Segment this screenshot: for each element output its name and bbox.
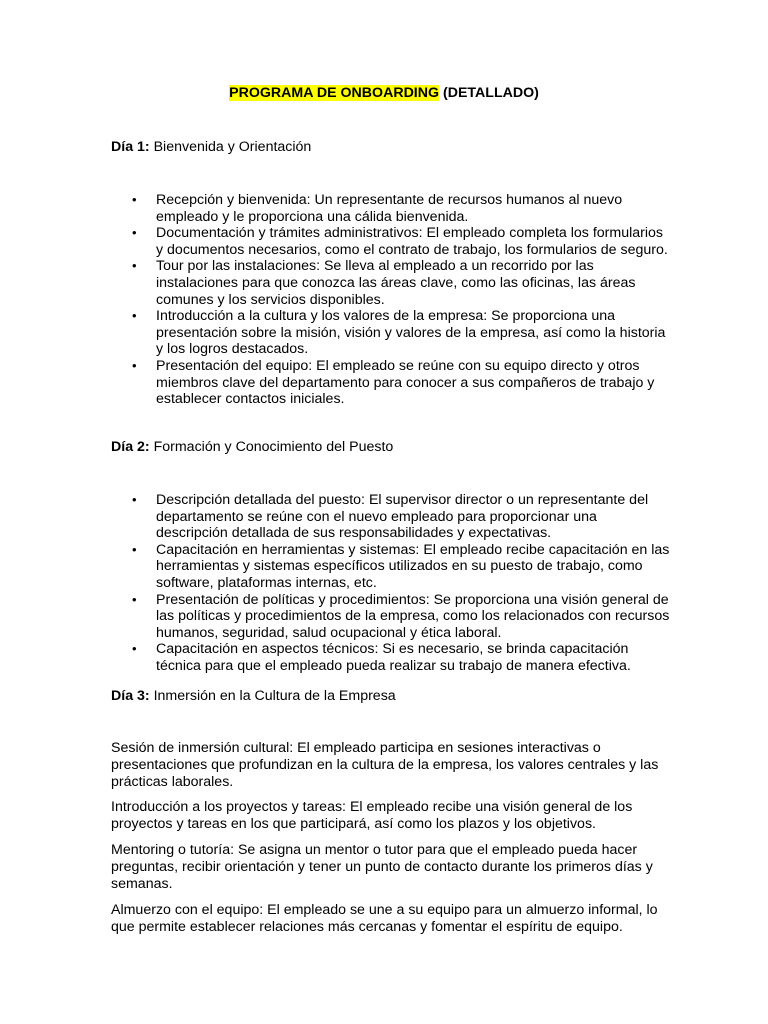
bullet-icon: •	[132, 258, 137, 274]
list-item	[111, 308, 671, 358]
bullet-icon: •	[132, 225, 137, 241]
day1-heading	[111, 139, 311, 156]
list-item-text: Capacitación en herramientas y sistemas: El empleado recibe capacitación en las herramientas y sistemas específicos utilizados en su puesto de trabajo, como software, plataformas internas, etc.	[156, 541, 670, 591]
title-suffix-text: (DETALLADO)	[439, 85, 539, 101]
day3-label: Día 3:	[111, 688, 150, 704]
document-title	[0, 85, 768, 102]
list-item-text: Capacitación en aspectos técnicos: Si es necesario, se brinda capacitación técnica para que el empleado pueda realizar su trabajo de manera efectiva.	[156, 641, 631, 674]
list-item-text: Tour por las instalaciones: Se lleva al empleado a un recorrido por las instalaciones para que conozca las áreas clave, como las oficinas, las áreas comunes y los servicios disponibles.	[156, 258, 636, 308]
list-item-text: Documentación y trámites administrativos: El empleado completa los formularios y documentos necesarios, como el contrato de trabajo, los formularios de seguro.	[156, 225, 668, 258]
list-item	[111, 225, 671, 258]
paragraph: Introducción a los proyectos y tareas: El empleado recibe una visión general de los proyectos y tareas en los que participará, así como los plazos y los objetivos.	[111, 799, 633, 832]
day1-list	[111, 192, 671, 408]
list-item	[111, 192, 671, 225]
list-item-text: Recepción y bienvenida: Un representante de recursos humanos al nuevo empleado y le proporciona una cálida bienvenida.	[156, 192, 623, 225]
paragraph: Mentoring o tutoría: Se asigna un mentor o tutor para que el empleado pueda hacer preguntas, recibir orientación y tener un punto de contacto durante los primeros días y semanas.	[111, 842, 653, 892]
day2-label: Día 2:	[111, 439, 150, 455]
paragraph: Sesión de inmersión cultural: El empleado participa en sesiones interactivas o presentaciones que profundizan en la cultura de la empresa, los valores centrales y las prácticas laborales.	[111, 740, 659, 790]
bullet-icon: •	[132, 541, 137, 557]
list-item	[111, 258, 671, 308]
bullet-icon: •	[132, 492, 137, 507]
day3-heading	[111, 688, 396, 705]
day1-title: Bienvenida y Orientación	[149, 139, 312, 155]
list-item-text: Introducción a la cultura y los valores de la empresa: Se proporciona una presentación sobre la misión, visión y valores de la empresa, así como la historia y los logros destacados.	[156, 308, 666, 358]
day2-list	[111, 492, 671, 675]
day3-title: Inmersión en la Cultura de la Empresa	[149, 688, 396, 704]
title-highlighted-text: PROGRAMA DE ONBOARDING	[229, 85, 440, 101]
day2-title: Formación y Conocimiento del Puesto	[149, 439, 394, 455]
list-item	[111, 358, 671, 408]
list-item	[111, 492, 671, 542]
bullet-icon: •	[132, 308, 137, 324]
day1-label: Día 1:	[111, 139, 150, 155]
bullet-icon: •	[132, 641, 137, 657]
list-item-text: Presentación de políticas y procedimientos: Se proporciona una visión general de las políticas y procedimientos de la empresa, como los relacionados con recursos humanos, seguridad, salud ocupacional y ética laboral.	[156, 591, 670, 641]
list-item	[111, 641, 671, 674]
bullet-icon: •	[132, 192, 137, 207]
paragraph: Almuerzo con el equipo: El empleado se une a su equipo para un almuerzo informal, lo que permite establecer relaciones más cercanas y fomentar el espíritu de equipo.	[111, 902, 658, 935]
day2-heading	[111, 439, 393, 456]
list-item-text: Presentación del equipo: El empleado se reúne con su equipo directo y otros miembros clave del departamento para conocer a sus compañeros de trabajo y establecer contactos iniciales.	[156, 357, 655, 408]
bullet-icon: •	[132, 357, 137, 373]
list-item	[111, 592, 671, 642]
list-item-text: Descripción detallada del puesto: El supervisor director o un representante del departamento se reúne con el nuevo empleado para proporcionar una descripción detallada de sus responsabilidades y expectativas.	[156, 492, 649, 542]
bullet-icon: •	[132, 591, 137, 607]
list-item	[111, 542, 671, 592]
